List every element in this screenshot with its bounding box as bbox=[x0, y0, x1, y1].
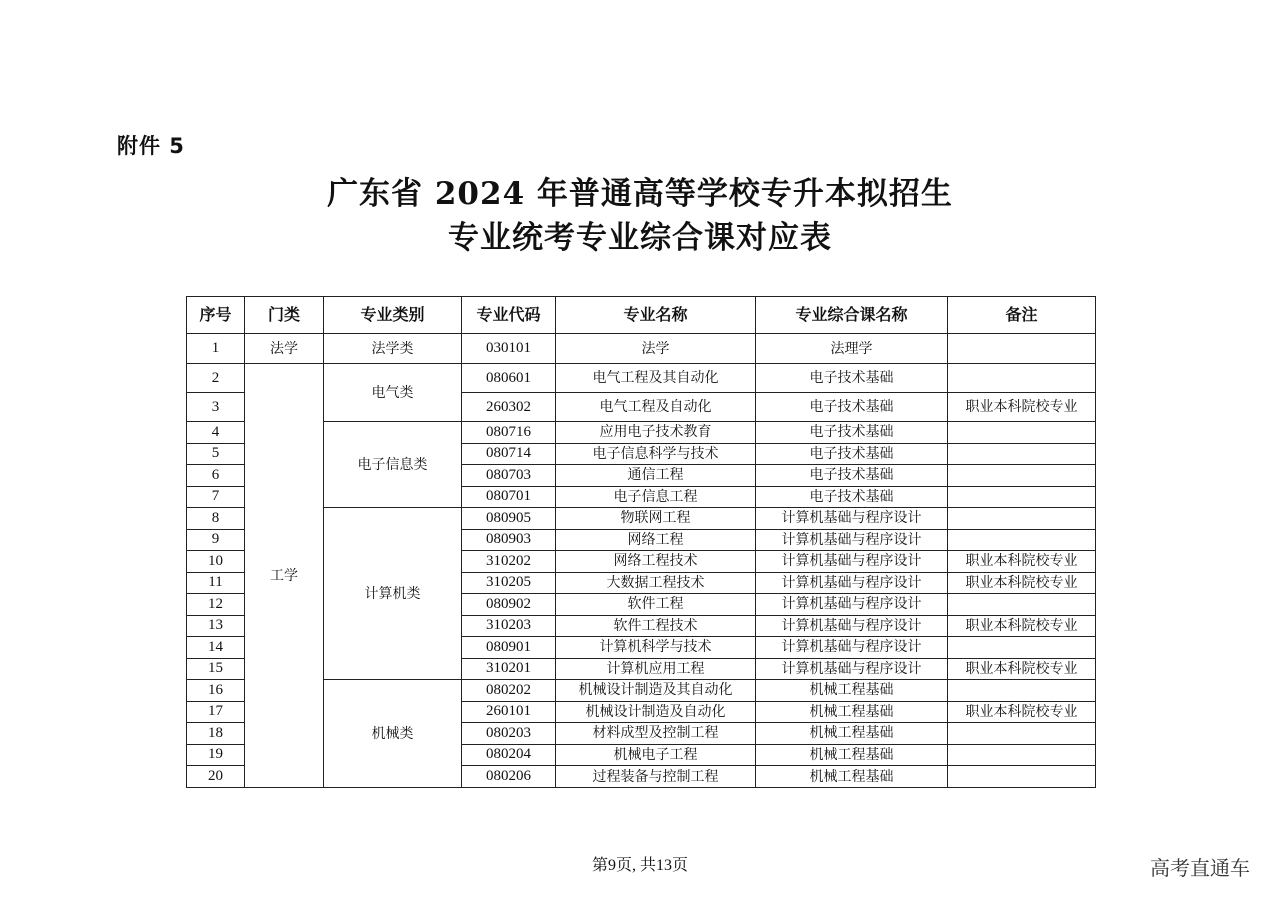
major-name-cell: 网络工程 bbox=[556, 529, 756, 551]
header-major-name: 专业名称 bbox=[556, 297, 756, 334]
major-name-cell: 电气工程及其自动化 bbox=[556, 364, 756, 393]
course-name-cell: 法理学 bbox=[756, 334, 948, 364]
course-name-cell: 计算机基础与程序设计 bbox=[756, 594, 948, 616]
major-name-cell: 通信工程 bbox=[556, 465, 756, 487]
seq-cell: 5 bbox=[187, 443, 245, 465]
course-name-cell: 电子技术基础 bbox=[756, 443, 948, 465]
note-cell: 职业本科院校专业 bbox=[948, 658, 1096, 680]
note-cell: 职业本科院校专业 bbox=[948, 551, 1096, 573]
code-cell: 080905 bbox=[462, 508, 556, 530]
discipline-cell: 工学 bbox=[245, 364, 324, 788]
note-cell bbox=[948, 508, 1096, 530]
course-name-cell: 机械工程基础 bbox=[756, 744, 948, 766]
seq-cell: 13 bbox=[187, 615, 245, 637]
note-cell bbox=[948, 422, 1096, 444]
seq-cell: 16 bbox=[187, 680, 245, 702]
major-name-cell: 机械设计制造及其自动化 bbox=[556, 680, 756, 702]
seq-cell: 9 bbox=[187, 529, 245, 551]
course-name-cell: 计算机基础与程序设计 bbox=[756, 658, 948, 680]
code-cell: 080703 bbox=[462, 465, 556, 487]
course-name-cell: 机械工程基础 bbox=[756, 680, 948, 702]
table-row bbox=[187, 680, 1096, 702]
page-number-footer: 第9页, 共13页 bbox=[591, 857, 688, 874]
major-name-cell: 法学 bbox=[556, 334, 756, 364]
watermark-text: 高考直通车 bbox=[1150, 856, 1250, 880]
major-course-table bbox=[186, 296, 1096, 788]
note-cell bbox=[948, 637, 1096, 659]
note-cell: 职业本科院校专业 bbox=[948, 615, 1096, 637]
course-name-cell: 计算机基础与程序设计 bbox=[756, 637, 948, 659]
seq-cell: 10 bbox=[187, 551, 245, 573]
attachment-label: 附件 5 bbox=[117, 134, 185, 158]
header-discipline: 门类 bbox=[245, 297, 324, 334]
code-cell: 080701 bbox=[462, 486, 556, 508]
major-name-cell: 机械电子工程 bbox=[556, 744, 756, 766]
seq-cell: 1 bbox=[187, 334, 245, 364]
code-cell: 080204 bbox=[462, 744, 556, 766]
major-name-cell: 大数据工程技术 bbox=[556, 572, 756, 594]
seq-cell: 8 bbox=[187, 508, 245, 530]
major-name-cell: 物联网工程 bbox=[556, 508, 756, 530]
code-cell: 260302 bbox=[462, 393, 556, 422]
code-cell: 080716 bbox=[462, 422, 556, 444]
document-title-line-2: 专业统考专业综合课对应表 bbox=[448, 220, 832, 256]
note-cell bbox=[948, 364, 1096, 393]
code-cell: 260101 bbox=[462, 701, 556, 723]
note-cell bbox=[948, 680, 1096, 702]
note-cell bbox=[948, 334, 1096, 364]
course-name-cell: 计算机基础与程序设计 bbox=[756, 615, 948, 637]
course-name-cell: 计算机基础与程序设计 bbox=[756, 529, 948, 551]
note-cell: 职业本科院校专业 bbox=[948, 393, 1096, 422]
course-name-cell: 电子技术基础 bbox=[756, 465, 948, 487]
major-name-cell: 计算机科学与技术 bbox=[556, 637, 756, 659]
note-cell bbox=[948, 465, 1096, 487]
course-name-cell: 电子技术基础 bbox=[756, 486, 948, 508]
note-cell: 职业本科院校专业 bbox=[948, 701, 1096, 723]
major-name-cell: 计算机应用工程 bbox=[556, 658, 756, 680]
category-cell: 计算机类 bbox=[324, 508, 462, 680]
code-cell: 030101 bbox=[462, 334, 556, 364]
seq-cell: 4 bbox=[187, 422, 245, 444]
major-name-cell: 电气工程及自动化 bbox=[556, 393, 756, 422]
note-cell bbox=[948, 723, 1096, 745]
code-cell: 310205 bbox=[462, 572, 556, 594]
code-cell: 080202 bbox=[462, 680, 556, 702]
code-cell: 080601 bbox=[462, 364, 556, 393]
seq-cell: 7 bbox=[187, 486, 245, 508]
header-note: 备注 bbox=[948, 297, 1096, 334]
course-name-cell: 机械工程基础 bbox=[756, 766, 948, 788]
seq-cell: 2 bbox=[187, 364, 245, 393]
category-cell: 法学类 bbox=[324, 334, 462, 364]
major-name-cell: 机械设计制造及自动化 bbox=[556, 701, 756, 723]
code-cell: 080203 bbox=[462, 723, 556, 745]
table-row bbox=[187, 364, 1096, 393]
header-code: 专业代码 bbox=[462, 297, 556, 334]
major-name-cell: 过程装备与控制工程 bbox=[556, 766, 756, 788]
seq-cell: 11 bbox=[187, 572, 245, 594]
note-cell bbox=[948, 529, 1096, 551]
document-title-line-1: 广东省 2024 年普通高等学校专升本拟招生 bbox=[327, 176, 953, 212]
major-name-cell: 电子信息工程 bbox=[556, 486, 756, 508]
course-name-cell: 电子技术基础 bbox=[756, 393, 948, 422]
note-cell bbox=[948, 766, 1096, 788]
note-cell: 职业本科院校专业 bbox=[948, 572, 1096, 594]
seq-cell: 15 bbox=[187, 658, 245, 680]
code-cell: 080903 bbox=[462, 529, 556, 551]
major-name-cell: 软件工程技术 bbox=[556, 615, 756, 637]
seq-cell: 6 bbox=[187, 465, 245, 487]
code-cell: 080714 bbox=[462, 443, 556, 465]
category-cell: 电子信息类 bbox=[324, 422, 462, 508]
major-name-cell: 软件工程 bbox=[556, 594, 756, 616]
table-row bbox=[187, 334, 1096, 364]
code-cell: 080206 bbox=[462, 766, 556, 788]
code-cell: 080902 bbox=[462, 594, 556, 616]
code-cell: 310201 bbox=[462, 658, 556, 680]
code-cell: 310203 bbox=[462, 615, 556, 637]
seq-cell: 19 bbox=[187, 744, 245, 766]
table-header-row bbox=[187, 297, 1096, 334]
major-name-cell: 应用电子技术教育 bbox=[556, 422, 756, 444]
course-name-cell: 电子技术基础 bbox=[756, 422, 948, 444]
seq-cell: 3 bbox=[187, 393, 245, 422]
major-name-cell: 材料成型及控制工程 bbox=[556, 723, 756, 745]
table-row bbox=[187, 508, 1096, 530]
header-course-name: 专业综合课名称 bbox=[756, 297, 948, 334]
note-cell bbox=[948, 443, 1096, 465]
category-cell: 机械类 bbox=[324, 680, 462, 788]
course-name-cell: 机械工程基础 bbox=[756, 723, 948, 745]
category-cell: 电气类 bbox=[324, 364, 462, 422]
seq-cell: 20 bbox=[187, 766, 245, 788]
note-cell bbox=[948, 486, 1096, 508]
note-cell bbox=[948, 594, 1096, 616]
seq-cell: 18 bbox=[187, 723, 245, 745]
major-name-cell: 电子信息科学与技术 bbox=[556, 443, 756, 465]
course-name-cell: 电子技术基础 bbox=[756, 364, 948, 393]
note-cell bbox=[948, 744, 1096, 766]
discipline-cell: 法学 bbox=[245, 334, 324, 364]
course-name-cell: 计算机基础与程序设计 bbox=[756, 572, 948, 594]
major-name-cell: 网络工程技术 bbox=[556, 551, 756, 573]
header-category: 专业类别 bbox=[324, 297, 462, 334]
header-seq: 序号 bbox=[187, 297, 245, 334]
course-name-cell: 计算机基础与程序设计 bbox=[756, 551, 948, 573]
course-name-cell: 计算机基础与程序设计 bbox=[756, 508, 948, 530]
seq-cell: 17 bbox=[187, 701, 245, 723]
table-row bbox=[187, 422, 1096, 444]
seq-cell: 14 bbox=[187, 637, 245, 659]
code-cell: 080901 bbox=[462, 637, 556, 659]
seq-cell: 12 bbox=[187, 594, 245, 616]
code-cell: 310202 bbox=[462, 551, 556, 573]
course-name-cell: 机械工程基础 bbox=[756, 701, 948, 723]
